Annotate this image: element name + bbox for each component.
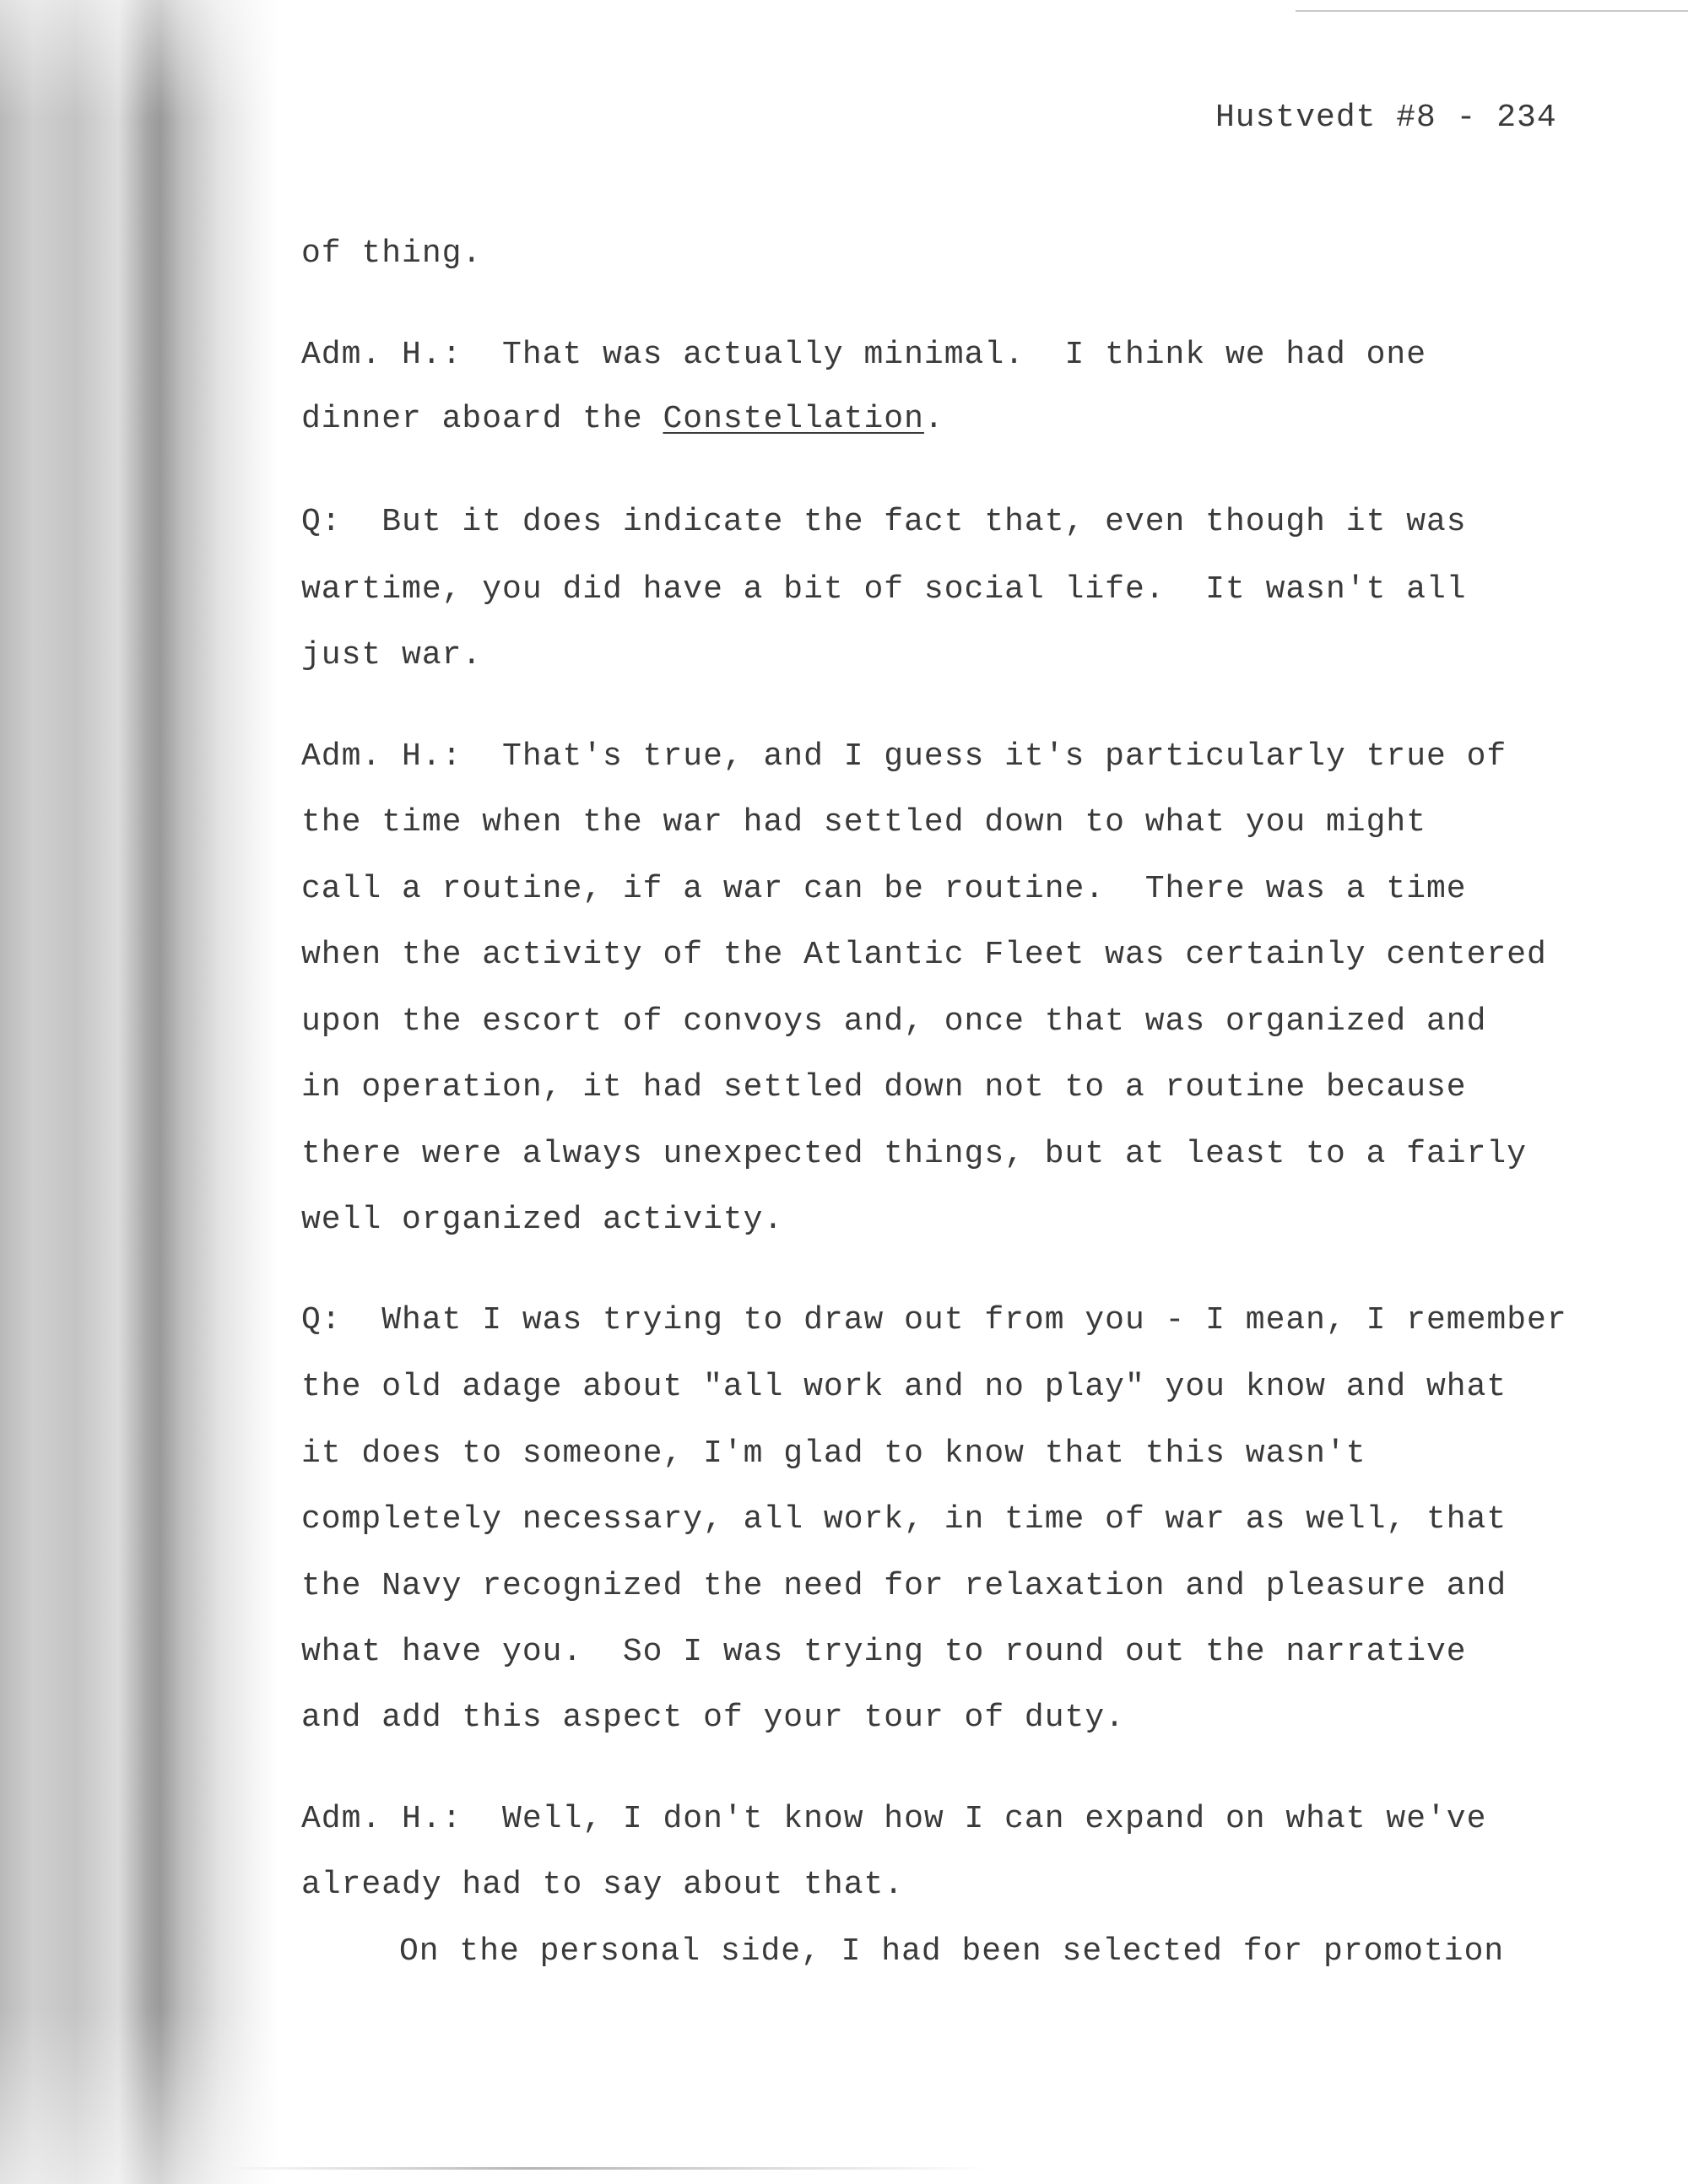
text-line: it does to someone, I'm glad to know that this wasn't (301, 1435, 1366, 1472)
text-line: of thing. (301, 235, 483, 272)
text-line: Adm. H.: That was actually minimal. I think we had one (301, 337, 1427, 373)
text-line: there were always unexpected things, but at least to a fairly (301, 1136, 1528, 1172)
text-line: call a routine, if a war can be routine. There was a time (301, 871, 1467, 907)
text-line: in operation, it had settled down not to a routine because (301, 1069, 1467, 1106)
text-line: well organized activity. (301, 1202, 784, 1238)
text-line: already had to say about that. (301, 1867, 905, 1903)
text-line: and add this aspect of your tour of duty. (301, 1700, 1125, 1736)
page-header: Hustvedt #8 - 234 (1215, 100, 1557, 136)
text-line: the Navy recognized the need for relaxation and pleasure and (301, 1568, 1507, 1604)
text-line: just war. (301, 637, 483, 673)
text-line: On the personal side, I had been selected for promotion (399, 1933, 1505, 1970)
text-line: what have you. So I was trying to round out the narrative (301, 1634, 1467, 1670)
text-line: the time when the war had settled down to what you might (301, 804, 1427, 841)
text-line (301, 403, 944, 435)
text-line: completely necessary, all work, in time of war as well, that (301, 1501, 1507, 1538)
text-span: dinner aboard the (301, 401, 663, 437)
text-line: Adm. H.: Well, I don't know how I can expand on what we've (301, 1801, 1487, 1837)
text-line: when the activity of the Atlantic Fleet was certainly centered (301, 937, 1547, 973)
text-line: wartime, you did have a bit of social life. It wasn't all (301, 571, 1467, 608)
text-span: . (923, 401, 944, 437)
text-line: Q: What I was trying to draw out from you - I mean, I remember (301, 1302, 1567, 1338)
text-line: Q: But it does indicate the fact that, even though it was (301, 504, 1467, 540)
text-line: upon the escort of convoys and, once that was organized and (301, 1003, 1487, 1040)
text-line: Adm. H.: That's true, and I guess it's particularly true of (301, 738, 1507, 775)
text-line: the old adage about "all work and no play" you know and what (301, 1369, 1507, 1405)
ship-name: Constellation (663, 401, 924, 437)
